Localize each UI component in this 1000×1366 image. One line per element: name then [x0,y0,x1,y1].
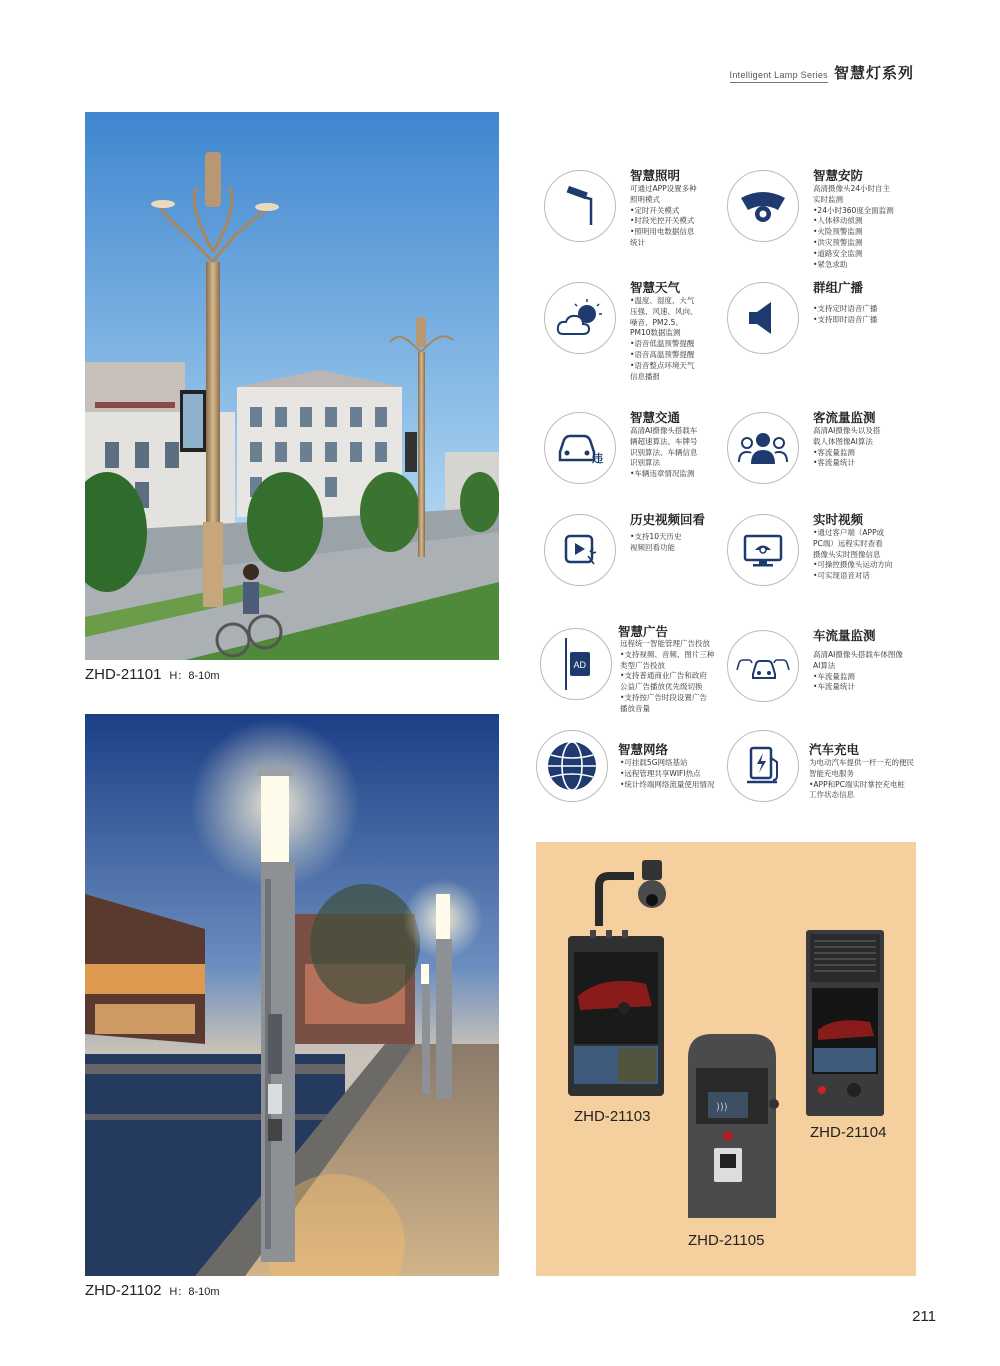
security-camera-icon [727,170,799,242]
feature-description: •通过客户端（APP或 PC端）远程实时查看 摄像头实时图像信息 •可操控摄像头运动方向 •可实现语音对话 [813,528,893,581]
feature-passenger-flow [727,412,927,512]
model-number: ZHD-21101 [85,666,162,683]
device-21105-illustration [682,1028,782,1224]
advertising-screen-icon [540,628,612,700]
feature-title: 历史视频回看 [630,512,706,527]
feature-description: 为电动汽车提供一杆一充的便民 智能充电服务 •APP和PC端实时掌控充电桩 工作状态信息 [809,758,914,800]
accessory-panel [536,842,916,1276]
feature-description: •支持定时语音广播 •支持即时语音广播 [813,304,878,324]
feature-title: 实时视频 [813,512,864,527]
feature-group-broadcast [727,282,927,382]
speaker-icon [727,282,799,354]
product-caption-21102 [85,1282,220,1299]
feature-title: 智慧照明 [630,168,681,183]
feature-smart-network [536,730,736,830]
traffic-car-icon [544,412,616,484]
feature-title: 车流量监测 [813,628,876,643]
traffic-violation-glyph: 违 [592,452,603,465]
feature-description: 远程统一智能管理广告投放 •支持视频、音频、图片三种 类型广告投放 •支持普通商业广告和政府 公益广告播放优先级切换 •支持按广告时段设置广告 播放音量 [620,639,715,713]
weather-icon [544,282,616,354]
feature-smart-advertising [540,624,740,728]
feature-title: 客流量监测 [813,410,876,425]
product-photo-day [85,112,499,660]
feature-description: 高清AI摄像头搭载车 辆超速算法、车牌号 识别算法、车辆信息 识别算法 •车辆违章情况监测 [630,426,698,479]
feature-traffic-flow [727,630,927,730]
feature-description: •可挂载5G网络基站 •远程管理共享WIFI热点 •统计终端网络流量使用情况 [620,758,715,789]
device-21103-illustration [564,856,674,1098]
live-video-icon [727,514,799,586]
feature-description: 高清摄像头24小时自主 实时监测 •24小时360度全面监测 •人体移动侦测 •火险预警监测 •洪灾预警监测 •道路安全监测 •紧急求助 [813,184,894,269]
feature-smart-security [727,170,927,270]
feature-smart-traffic [544,412,744,512]
page-number: 211 [912,1308,936,1325]
feature-description: •温度、湿度、大气 压强、风速、风向、 噪音、PM2.5、 PM10数据监测 •语音低温预警提醒 •语音高温预警提醒 •语音整点环境天气 信息播报 [630,296,698,381]
feature-description: •支持10天历史 视频回看功能 [630,532,682,552]
product-photo-night [85,714,499,1276]
height-spec: H：8-10m [169,670,220,682]
feature-smart-lighting [544,170,744,270]
feature-ev-charging [727,730,927,830]
model-label-21103: ZHD-21103 [574,1108,651,1125]
series-title-en: Intelligent Lamp Series [730,70,828,83]
series-title-cn: 智慧灯系列 [833,64,914,82]
model-label-21105: ZHD-21105 [688,1232,765,1249]
feature-video-playback [544,514,744,614]
feature-live-video [727,514,927,614]
page-header [730,62,914,83]
product-caption-21101 [85,666,220,683]
feature-description: 高清AI摄像头以及搭 载人体图像AI算法 •客流量监测 •客流量统计 [813,426,881,468]
svg-text:))): ))) [716,1102,728,1113]
ev-charger-icon [727,730,799,802]
globe-network-icon [536,730,608,802]
street-light-icon [544,170,616,242]
feature-description: 可通过APP设置多种 照明模式 •定时开关模式 •时段光控开关模式 •照明用电数据信息 统计 [630,184,697,247]
video-playback-icon [544,514,616,586]
feature-smart-weather [544,282,744,382]
traffic-flow-icon [727,630,799,702]
feature-title: 汽车充电 [809,742,860,757]
feature-title: 智慧交通 [630,410,681,425]
people-flow-icon [727,412,799,484]
height-spec: H：8-10m [169,1286,220,1298]
model-number: ZHD-21102 [85,1282,162,1299]
device-21104-illustration [804,928,886,1118]
ad-glyph: AD [573,660,587,670]
feature-title: 群组广播 [813,280,864,295]
model-label-21104: ZHD-21104 [810,1124,887,1141]
feature-title: 智慧广告 [618,624,669,639]
feature-title: 智慧安防 [813,168,864,183]
feature-title: 智慧网络 [618,742,669,757]
feature-description: 高清AI摄像头搭载车体图像 AI算法 •车流量监测 •车流量统计 [813,650,903,692]
feature-title: 智慧天气 [630,280,681,295]
